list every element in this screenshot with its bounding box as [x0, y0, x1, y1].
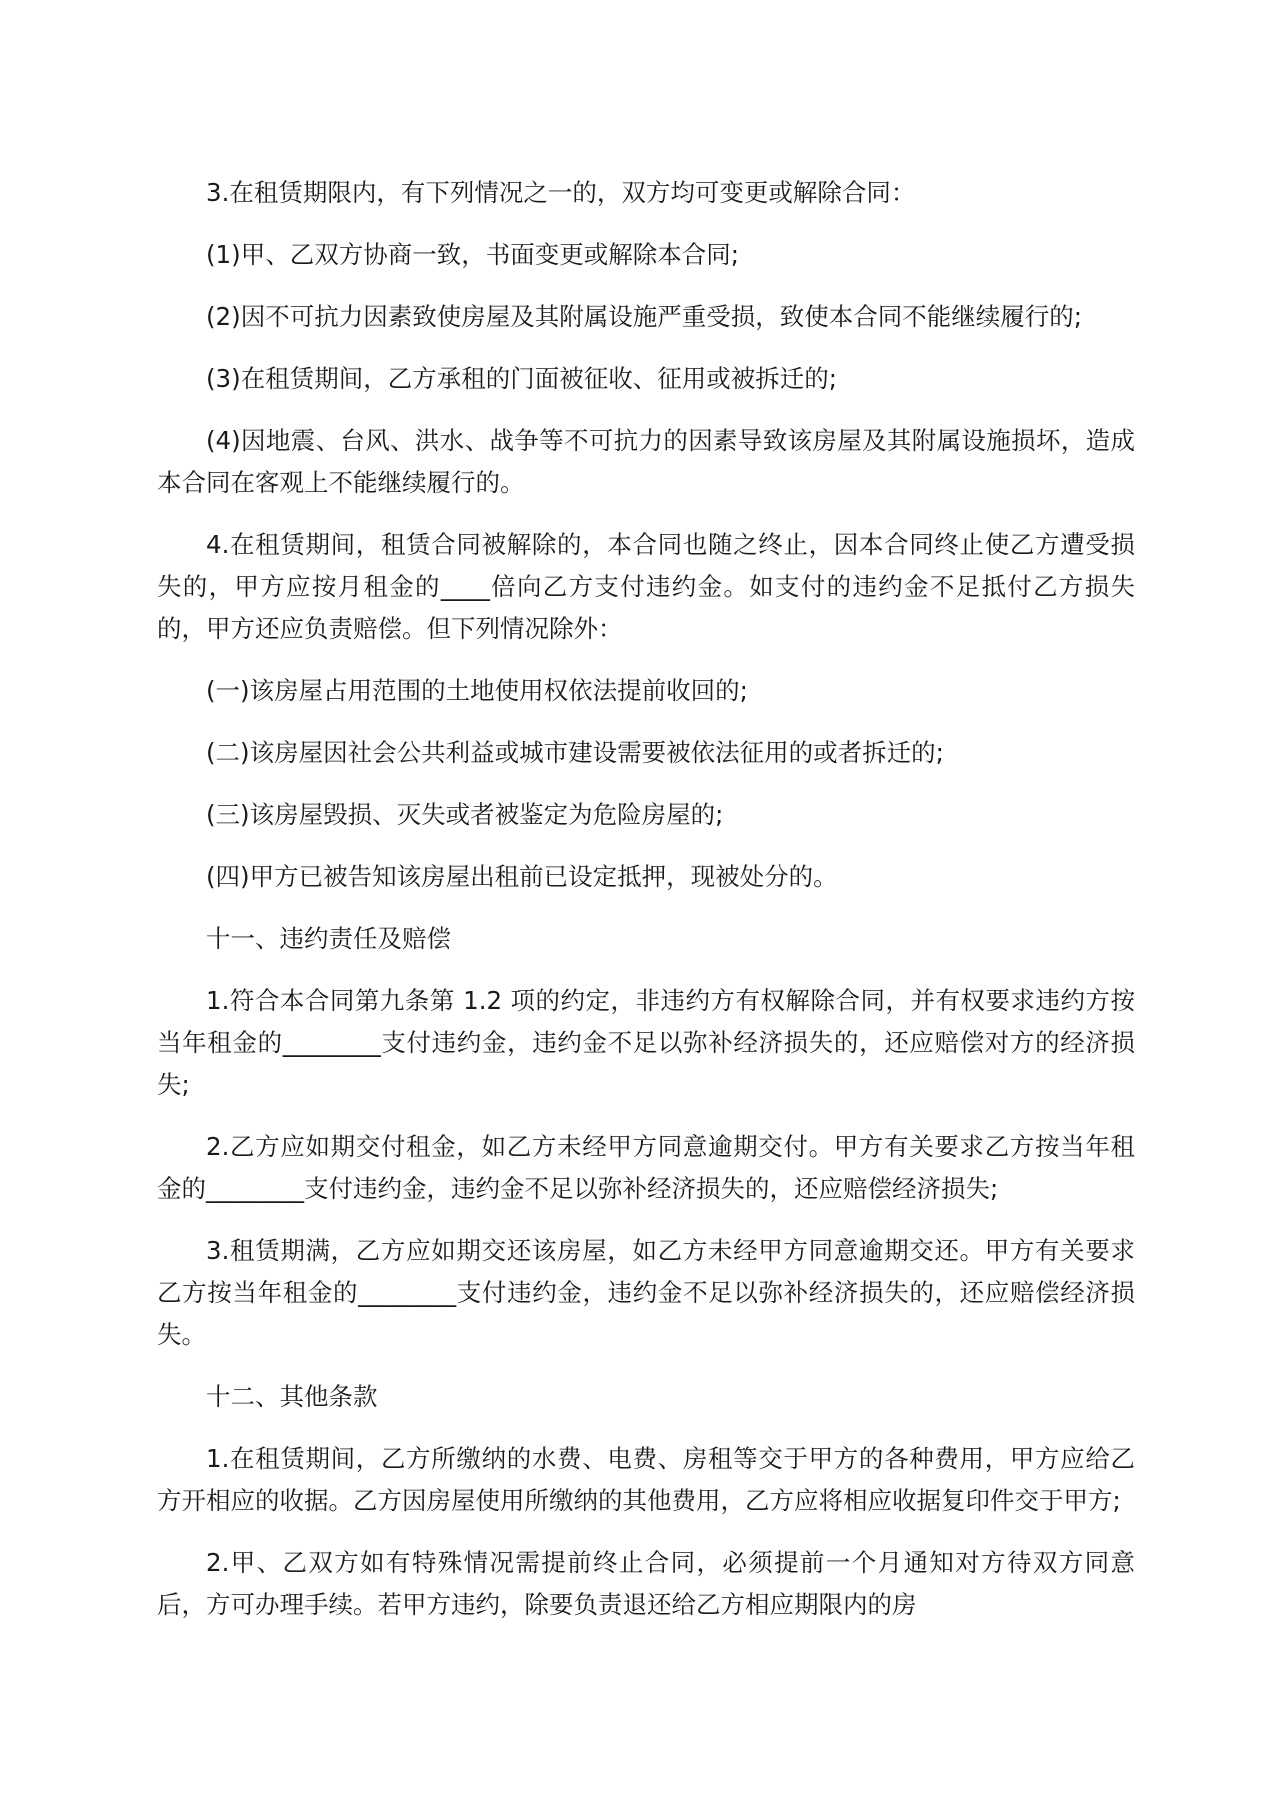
- document-body: [157, 172, 1135, 1646]
- item-4-natural-disaster: (4)因地震、台风、洪水、战争等不可抗力的因素导致该房屋及其附属设施损坏，造成本合同在客观上不能继续履行的。: [157, 426, 1135, 497]
- section-12-heading: 十二、其他条款: [206, 1382, 378, 1411]
- section-11-clause-3: 3.租赁期满，乙方应如期交还该房屋，如乙方未经甲方同意逾期交还。甲方有关要求乙方按当年租金的________支付违约金，违约金不足以弥补经济损失的，还应赔偿经济损失。: [157, 1236, 1135, 1349]
- section-11-clause-1: 1.符合本合同第九条第 1.2 项的约定，非违约方有权解除合同，并有权要求违约方按当年租金的________支付违约金，违约金不足以弥补经济损失的，还应赔偿对方的经济损失;: [157, 986, 1135, 1099]
- exception-2-public-interest: (二)该房屋因社会公共利益或城市建设需要被依法征用的或者拆迁的;: [206, 738, 944, 767]
- exception-1-land-reclaimed: (一)该房屋占用范围的土地使用权依法提前收回的;: [206, 676, 748, 705]
- clause-3-change-or-terminate: 3.在租赁期限内，有下列情况之一的，双方均可变更或解除合同：: [206, 178, 916, 207]
- section-12-clause-2: 2.甲、乙双方如有特殊情况需提前终止合同，必须提前一个月通知对方待双方同意后，方可办理手续。若甲方违约，除要负责退还给乙方相应期限内的房: [157, 1548, 1135, 1619]
- section-11-heading: 十一、违约责任及赔偿: [206, 924, 451, 953]
- exception-4-mortgage: (四)甲方已被告知该房屋出租前已设定抵押，现被处分的。: [206, 862, 838, 891]
- item-1-mutual-agreement: (1)甲、乙双方协商一致，书面变更或解除本合同;: [206, 240, 739, 269]
- section-12-clause-1: 1.在租赁期间，乙方所缴纳的水费、电费、房租等交于甲方的各种费用，甲方应给乙方开相应的收据。乙方因房屋使用所缴纳的其他费用，乙方应将相应收据复印件交于甲方;: [157, 1444, 1135, 1515]
- clause-4-termination-penalty: 4.在租赁期间，租赁合同被解除的，本合同也随之终止，因本合同终止使乙方遭受损失的，甲方应按月租金的____倍向乙方支付违约金。如支付的违约金不足抵付乙方损失的，甲方还应负责赔偿。但下列情况除外：: [157, 530, 1135, 643]
- item-2-force-majeure-damage: (2)因不可抗力因素致使房屋及其附属设施严重受损，致使本合同不能继续履行的;: [206, 302, 1082, 331]
- exception-3-damaged-dangerous: (三)该房屋毁损、灭失或者被鉴定为危险房屋的;: [206, 800, 724, 829]
- item-3-expropriation: (3)在租赁期间，乙方承租的门面被征收、征用或被拆迁的;: [206, 364, 837, 393]
- section-11-clause-2: 2.乙方应如期交付租金，如乙方未经甲方同意逾期交付。甲方有关要求乙方按当年租金的________支付违约金，违约金不足以弥补经济损失的，还应赔偿经济损失;: [157, 1132, 1135, 1203]
